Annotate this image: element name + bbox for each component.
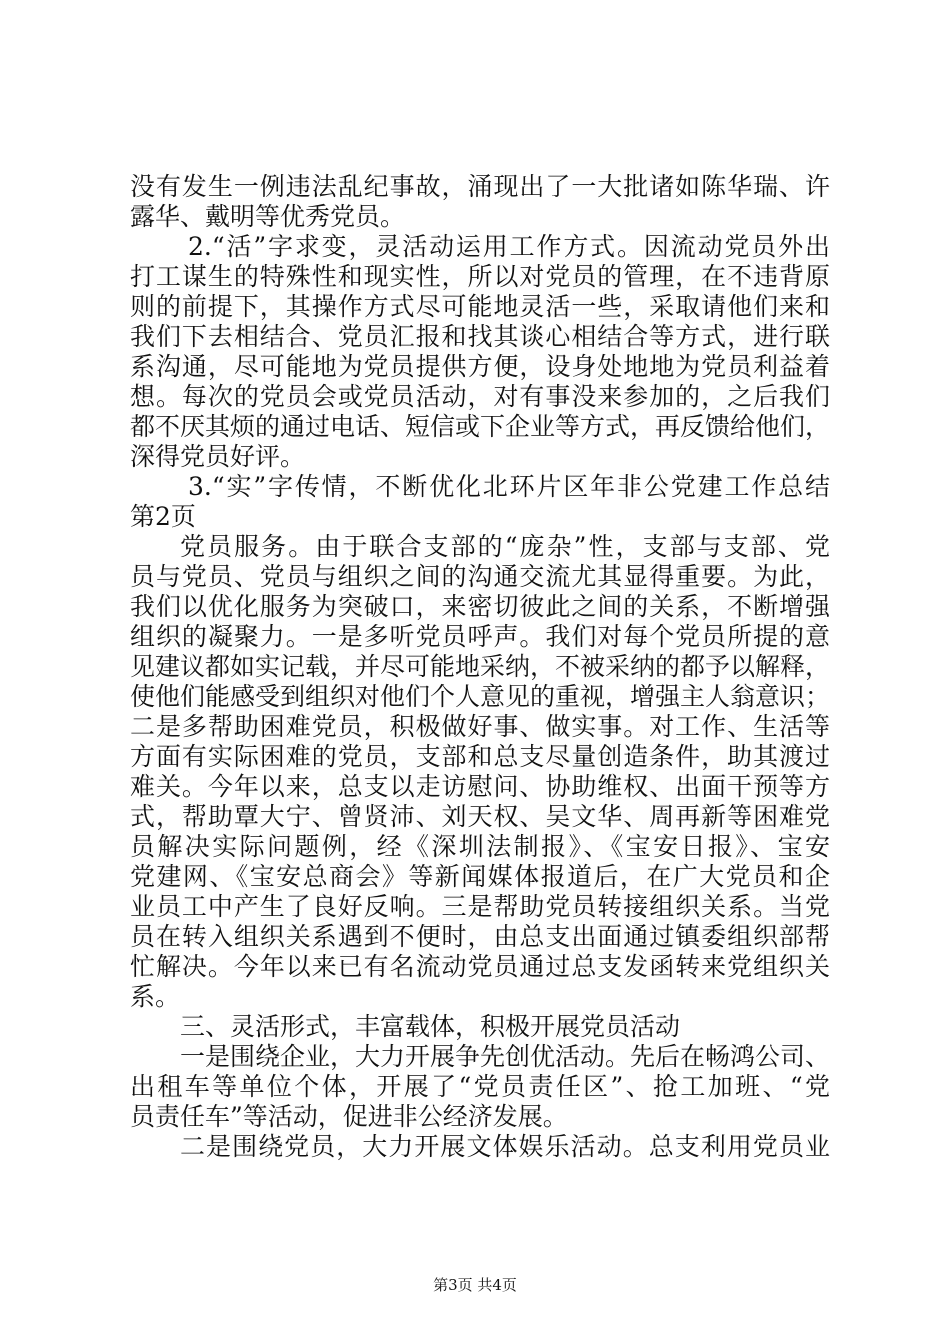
text-line: 系。 <box>130 982 181 1011</box>
page-footer <box>0 1275 950 1295</box>
text-line: 使他们能感受到组织对他们个人意见的重视，增强主人翁意识； <box>130 682 831 711</box>
text-line: 忙解决。今年以来已有名流动党员通过总支发函转来党组织关 <box>130 952 830 981</box>
text-line: 式，帮助覃大宁、曾贤沛、刘天权、吴文华、周再新等困难党 <box>130 802 830 831</box>
page-number-label: 第3页 共4页 <box>433 1276 517 1294</box>
text-line: 见建议都如实记载，并尽可能地采纳，不被采纳的都予以解释， <box>130 652 831 681</box>
text-line: 露华、戴明等优秀党员。 <box>130 202 406 231</box>
text-line: 业员工中产生了良好反响。三是帮助党员转接组织关系。当党 <box>130 892 830 921</box>
text-line: 员责任车”等活动，促进非公经济发展。 <box>130 1102 568 1131</box>
text-line: 难关。今年以来，总支以走访慰问、协助维权、出面干预等方 <box>130 772 830 801</box>
text-line: 三、灵活形式，丰富载体，积极开展党员活动 <box>180 1012 681 1041</box>
text-line: 党员服务。由于联合支部的“庞杂”性，支部与支部、党 <box>180 532 830 561</box>
text-line: 一是围绕企业，大力开展争先创优活动。先后在畅鸿公司、 <box>180 1042 831 1071</box>
text-line: 打工谋生的特殊性和现实性，所以对党员的管理，在不违背原 <box>130 262 830 291</box>
text-line: 员在转入组织关系遇到不便时，由总支出面通过镇委组织部帮 <box>130 922 830 951</box>
text-line: 没有发生一例违法乱纪事故，涌现出了一大批诸如陈华瑞、许 <box>130 172 830 201</box>
text-line: 员解决实际问题例，经《深圳法制报》、《宝安日报》、宝安 <box>130 832 830 861</box>
text-line: 我们以优化服务为突破口，来密切彼此之间的关系，不断增强 <box>130 592 830 621</box>
text-line: 则的前提下，其操作方式尽可能地灵活一些，采取请他们来和 <box>130 292 830 321</box>
text-line: 都不厌其烦的通过电话、短信或下企业等方式，再反馈给他们， <box>130 412 831 441</box>
text-line: 想。每次的党员会或党员活动，对有事没来参加的，之后我们 <box>130 382 830 411</box>
text-line: 第2页 <box>130 502 196 531</box>
text-line: 出租车等单位个体，开展了“党员责任区”、抢工加班、“党 <box>130 1072 830 1101</box>
text-line: 二是围绕党员，大力开展文体娱乐活动。总支利用党员业 <box>180 1132 830 1161</box>
text-line: 3.“实”字传情，不断优化北环片区年非公党建工作总结 <box>188 472 830 501</box>
text-line: 方面有实际困难的党员，支部和总支尽量创造条件，助其渡过 <box>130 742 830 771</box>
text-line: 党建网、《宝安总商会》等新闻媒体报道后，在广大党员和企 <box>130 862 830 891</box>
text-line: 二是多帮助困难党员，积极做好事、做实事。对工作、生活等 <box>130 712 830 741</box>
text-line: 我们下去相结合、党员汇报和找其谈心相结合等方式，进行联 <box>130 322 830 351</box>
text-line: 员与党员、党员与组织之间的沟通交流尤其显得重要。为此， <box>130 562 830 591</box>
text-line: 深得党员好评。 <box>130 442 306 471</box>
text-line: 2.“活”字求变，灵活动运用工作方式。因流动党员外出 <box>188 232 830 261</box>
document-body <box>130 172 830 1162</box>
text-line: 系沟通，尽可能地为党员提供方便，设身处地地为党员利益着 <box>130 352 830 381</box>
text-line: 组织的凝聚力。一是多听党员呼声。我们对每个党员所提的意 <box>130 622 830 651</box>
